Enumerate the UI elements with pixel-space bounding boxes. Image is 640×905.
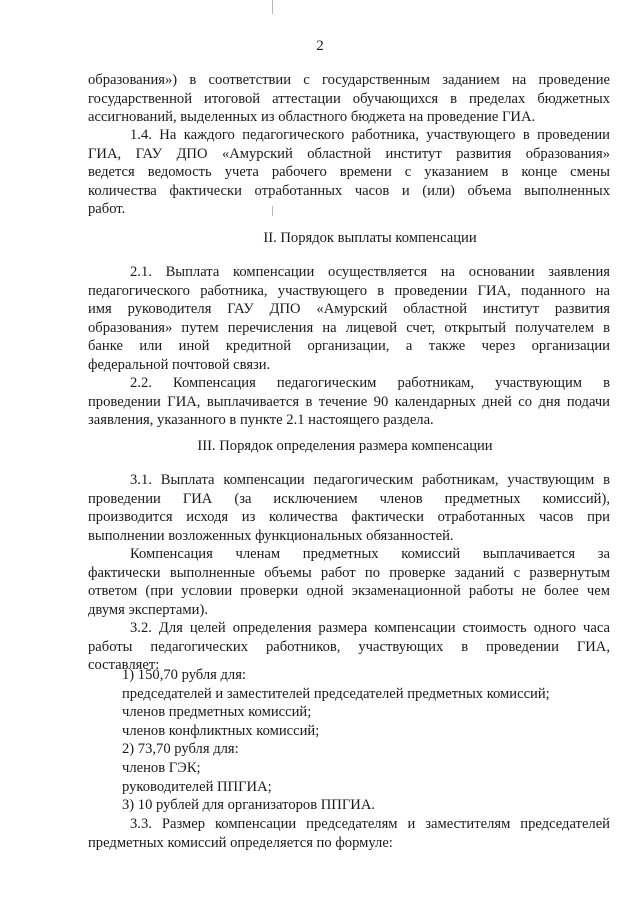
list-item: членов ГЭК; [122,759,201,776]
list-item: председателей и заместителей председателей предметных комиссий; [122,685,550,702]
page-number: 2 [316,38,324,54]
paragraph-line: проведении ГИА (за исключением членов предметных комиссий), [88,490,610,507]
intro-paragraph [88,71,610,127]
paragraph-line: количества фактически отработанных часов и (или) объема выполненных [88,182,610,199]
paragraph-3-1 [88,471,610,545]
paragraph-line: имя руководителя ГАУ ДПО «Амурский областной институт развития [88,301,610,318]
paragraph-line: предметных комиссий определяется по формуле: [88,834,393,851]
paragraph-line: фактически выполненные объемы работ по проверке заданий с развернутым [88,564,610,581]
paragraph-2-2 [88,374,610,430]
paragraph-line: государственной итоговой аттестации обучающихся в пределах бюджетных [88,90,610,107]
paragraph-line: 2.2. Компенсация педагогическим работникам, участвующим в [130,375,610,391]
paragraph-line: 3.3. Размер компенсации председателям и заместителям председателей [130,816,610,832]
paragraph-1-4 [88,126,610,219]
paragraph-line: работы педагогических работников, участвующих в проведении ГИА, [88,638,610,655]
paragraph-line: производится исходя из количества фактически отработанных часов при [88,509,610,526]
paragraph-3-3 [88,815,610,852]
list-item: членов конфликтных комиссий; [122,722,320,739]
paragraph-line: проведении ГИА, выплачивается в течение 90 календарных дней со дня подачи [88,393,610,410]
paragraph-line: 3.2. Для целей определения размера компенсации стоимость одного часа [130,620,610,636]
paragraph-line: федеральной почтовой связи. [88,356,271,373]
rate-list [88,666,610,815]
paragraph-line: составляет: [88,657,160,674]
paragraph-line: ГИА, ГАУ ДПО «Амурский областной институт развития образования» [88,145,610,162]
paragraph-line: педагогического работника, участвующего в проведении ГИА, поданного на [88,282,610,299]
paragraph-line: работ. [88,201,126,218]
paragraph-line: образования») в соответствии с государственным заданием на проведение [88,72,610,88]
paragraph-line: образования» путем перечисления на лицевой счет, открытый получателем в [88,319,610,336]
paragraph-line: 1.4. На каждого педагогического работника, участвующего в проведении [130,127,610,143]
scan-artifact-line [272,0,273,14]
paragraph-line: заявления, указанного в пункте 2.1 настоящего раздела. [88,412,434,429]
paragraph-line: ответом (при условии проверки одной экзаменационной работы не более чем [88,583,610,600]
paragraph-line: выполнении возложенных функциональных обязанностей. [88,527,454,544]
paragraph-line: банке или иной кредитной организации, а также через организации [88,338,610,355]
paragraph-line: ведется ведомость учета рабочего времени с указанием в конце смены [88,164,610,181]
paragraph-3-1-experts [88,545,610,619]
paragraph-line: двумя экспертами). [88,601,208,618]
section-2-heading: II. Порядок выплаты компенсации [263,230,477,246]
paragraph-line: ассигнований, выделенных из областного бюджета на проведение ГИА. [88,109,536,126]
list-item: 2) 73,70 рубля для: [122,741,239,758]
paragraph-line: 3.1. Выплата компенсации педагогическим работникам, участвующим в [130,472,610,488]
list-item: членов предметных комиссий; [122,704,312,721]
section-3-heading: III. Порядок определения размера компенсации [197,438,493,454]
list-item: 3) 10 рублей для организаторов ППГИА. [122,797,376,814]
list-item: 1) 150,70 рубля для: [122,667,246,683]
paragraph-line: 2.1. Выплата компенсации осуществляется на основании заявления [130,264,610,280]
list-item: руководителей ППГИА; [122,778,272,795]
paragraph-line: Компенсация членам предметных комиссий выплачивается за [130,546,610,562]
paragraph-2-1 [88,263,610,375]
